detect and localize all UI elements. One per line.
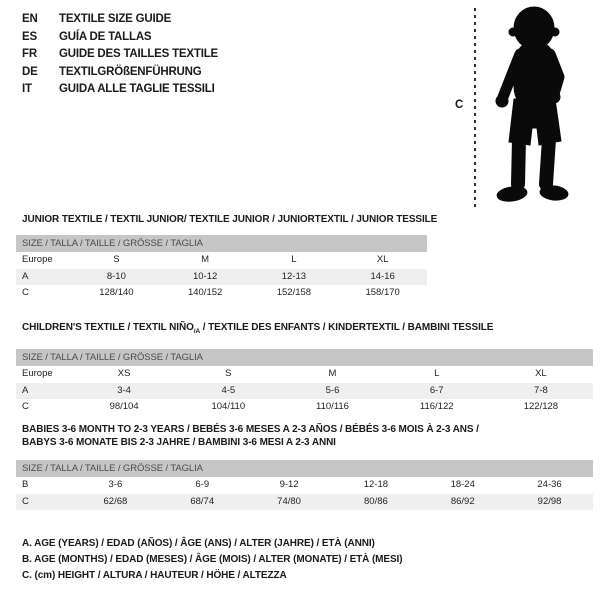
table-cell: 62/68 <box>103 495 128 507</box>
legend-line: B. AGE (MONTHS) / EDAD (MESES) / ÂGE (MOIS) / ALTER (MONATE) / ETÀ (MESI) <box>22 554 403 565</box>
table-cell: 140/152 <box>187 287 223 298</box>
table-cell: 158/170 <box>365 287 400 298</box>
table-cell: 7-8 <box>534 384 548 396</box>
language-row <box>22 29 218 47</box>
size-bar: SIZE / TALLA / TAILLE / GRÖSSE / TAGLIA <box>16 460 593 477</box>
section-title: BABIES 3-6 MONTH TO 2-3 YEARS / BEBÉS 3-6 MESES A 2-3 AÑOS / BÉBÉS 3-6 MOIS À 2-3 ANS / BABYS 3-6 MONATE BIS 2-3 JAHRE / BAMBINI 3-6 MESI A 2-3 ANNI <box>22 424 479 448</box>
table-cell: XL <box>535 368 547 379</box>
row-label: C <box>22 287 29 298</box>
language-label: TEXTILE SIZE GUIDE <box>59 13 172 25</box>
table-cell: 104/110 <box>211 401 246 412</box>
table-cell: 86/92 <box>450 495 475 507</box>
table-cell: 12-18 <box>363 479 389 490</box>
table-cell: S <box>113 254 120 265</box>
size-table <box>16 477 593 510</box>
section-junior-textile <box>16 213 438 302</box>
table-cell: 152/158 <box>276 287 312 298</box>
language-code: ES <box>22 30 37 43</box>
table-row <box>16 269 427 286</box>
row-label: C <box>22 401 29 412</box>
table-cell: 18-24 <box>450 479 475 490</box>
table-cell: 24-36 <box>537 479 562 490</box>
table-cell: 98/104 <box>109 401 139 412</box>
table-cell: 8-10 <box>106 270 126 282</box>
section-childrens-textile <box>16 321 593 416</box>
table-row <box>16 399 593 416</box>
language-label: GUIDE DES TAILLES TEXTILE <box>59 48 218 60</box>
table-cell: 116/122 <box>419 401 454 412</box>
language-code: EN <box>22 13 38 25</box>
language-row <box>22 64 218 82</box>
table-cell: M <box>201 254 210 265</box>
table-cell: XL <box>376 254 389 265</box>
language-code: DE <box>22 65 38 78</box>
table-row <box>16 383 593 400</box>
row-label: C <box>22 495 29 507</box>
row-label: Europe <box>22 368 53 379</box>
table-cell: 14-16 <box>370 270 395 282</box>
size-bar: SIZE / TALLA / TAILLE / GRÖSSE / TAGLIA <box>16 349 593 366</box>
language-list <box>22 11 218 99</box>
table-cell: 68/74 <box>190 495 215 507</box>
table-cell: 6-7 <box>429 384 444 396</box>
row-label: A <box>22 384 29 396</box>
table-cell: 80/86 <box>364 495 388 507</box>
size-table <box>16 252 427 302</box>
table-cell: 122/128 <box>523 401 559 412</box>
legend-line: C. (cm) HEIGHT / ALTURA / HAUTEUR / HÖHE / ALTEZZA <box>22 570 287 581</box>
table-row <box>16 477 593 494</box>
table-cell: 128/140 <box>99 287 134 298</box>
table-cell: XS <box>117 368 131 379</box>
language-row <box>22 11 218 29</box>
row-label: Europe <box>22 254 53 265</box>
row-label: B <box>22 479 29 490</box>
size-table <box>16 366 593 416</box>
table-cell: 3-6 <box>108 479 123 490</box>
table-row <box>16 366 593 383</box>
table-cell: 5-6 <box>325 384 340 396</box>
language-label: GUÍA DE TALLAS <box>59 30 152 43</box>
language-label: TEXTILGRÖßENFÜHRUNG <box>59 65 202 78</box>
language-code: IT <box>22 83 32 95</box>
legend <box>22 536 402 584</box>
table-cell: 9-12 <box>279 479 299 490</box>
table-cell: L <box>434 368 440 379</box>
size-bar: SIZE / TALLA / TAILLE / GRÖSSE / TAGLIA <box>16 235 427 252</box>
section-title: JUNIOR TEXTILE / TEXTIL JUNIOR/ TEXTILE JUNIOR / JUNIORTEXTIL / JUNIOR TESSILE <box>22 214 438 225</box>
table-cell: 12-13 <box>281 270 307 282</box>
table-row <box>16 494 593 511</box>
language-row <box>22 46 218 64</box>
table-cell: 4-5 <box>221 384 236 396</box>
language-code: FR <box>22 48 37 60</box>
table-cell: M <box>328 368 337 379</box>
table-cell: 3-4 <box>117 384 131 396</box>
height-c-label: C <box>455 99 464 111</box>
table-cell: 92/98 <box>537 495 562 507</box>
language-label: GUIDA ALLE TAGLIE TESSILI <box>59 83 215 95</box>
table-row <box>16 285 427 302</box>
table-cell: 6-9 <box>195 479 210 490</box>
section-babies-textile <box>16 423 593 510</box>
section-title: CHILDREN'S TEXTILE / TEXTIL $NIÑO_{/A}$ / TEXTILE DES ENFANTS / KINDERTEXTIL / BAMBINI TESSILE <box>22 322 494 335</box>
height-dashed-line <box>474 8 476 207</box>
table-cell: 10-12 <box>192 270 218 282</box>
table-cell: L <box>291 254 297 265</box>
table-row <box>16 252 427 269</box>
row-label: A <box>22 270 29 282</box>
toddler-silhouette-image <box>486 4 578 209</box>
language-row <box>22 81 218 99</box>
table-cell: 74/80 <box>277 495 301 507</box>
legend-line: A. AGE (YEARS) / EDAD (AÑOS) / ÂGE (ANS) / ALTER (JAHRE) / ETÀ (ANNI) <box>22 538 375 549</box>
table-cell: S <box>225 368 232 379</box>
table-cell: 110/116 <box>316 401 349 412</box>
